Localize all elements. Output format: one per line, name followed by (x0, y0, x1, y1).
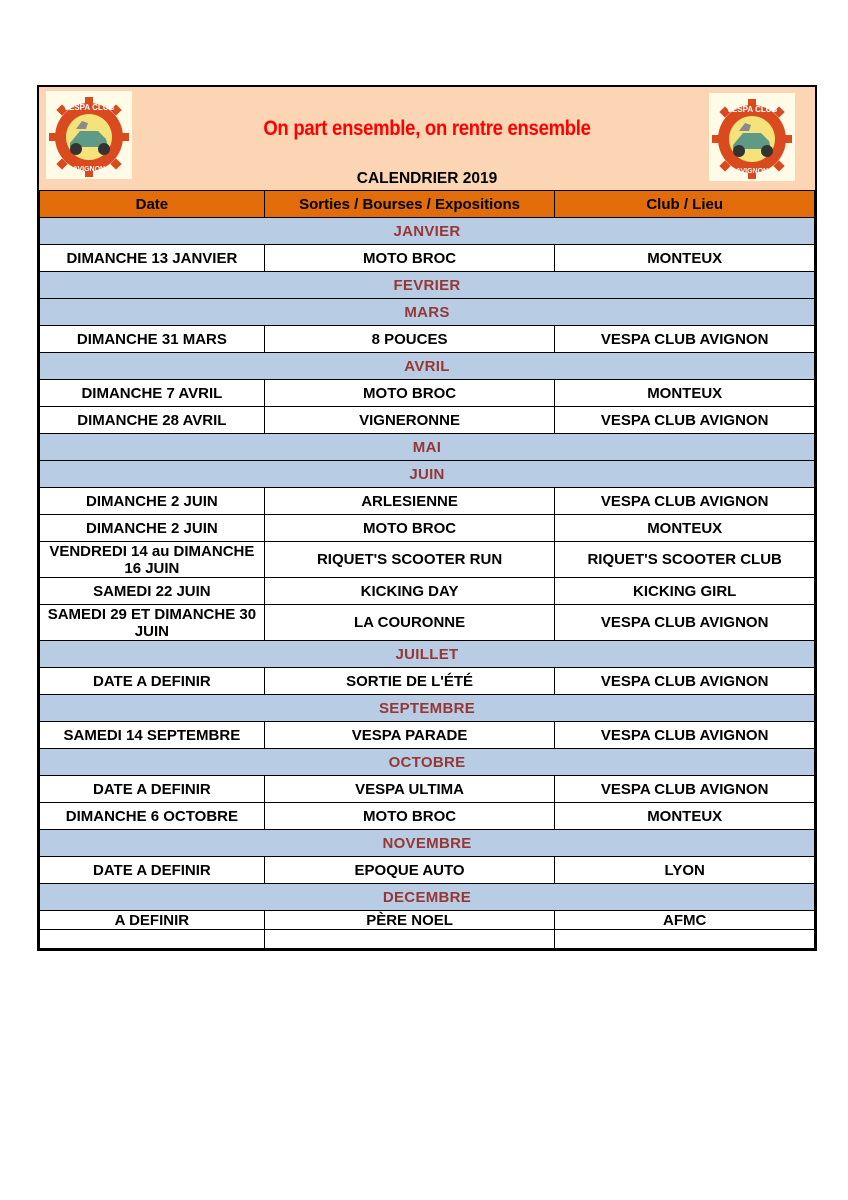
month-label: FEVRIER (40, 272, 815, 299)
month-label: JUILLET (40, 641, 815, 668)
event-row (40, 515, 815, 542)
event-name-cell: SORTIE DE L'ÉTÉ (264, 668, 555, 695)
event-date-cell: SAMEDI 14 SEPTEMBRE (40, 722, 265, 749)
event-name-cell (264, 930, 555, 949)
month-label: DECEMBRE (40, 884, 815, 911)
event-name-cell: VIGNERONNE (264, 407, 555, 434)
event-row (40, 380, 815, 407)
month-label: AVRIL (40, 353, 815, 380)
svg-text:AVIGNON: AVIGNON (72, 166, 106, 173)
event-name-cell: MOTO BROC (264, 515, 555, 542)
event-row (40, 722, 815, 749)
event-place-cell (555, 930, 815, 949)
calendar-header (39, 87, 815, 190)
event-date-cell: DIMANCHE 13 JANVIER (40, 245, 265, 272)
calendar-sheet (37, 85, 817, 951)
svg-text:VESPA CLUB: VESPA CLUB (63, 103, 115, 112)
month-row (40, 884, 815, 911)
event-place-cell: VESPA CLUB AVIGNON (555, 488, 815, 515)
calendar-title: CALENDRIER 2019 (356, 170, 498, 187)
calendar-table (39, 190, 815, 949)
event-row (40, 488, 815, 515)
event-place-cell: MONTEUX (555, 803, 815, 830)
event-date-cell: DATE A DEFINIR (40, 776, 265, 803)
event-date-cell: SAMEDI 22 JUIN (40, 578, 265, 605)
event-row (40, 245, 815, 272)
event-place-cell: VESPA CLUB AVIGNON (555, 326, 815, 353)
event-place-cell: VESPA CLUB AVIGNON (555, 668, 815, 695)
event-date-cell: DIMANCHE 2 JUIN (40, 488, 265, 515)
column-header-place: Club / Lieu (555, 191, 815, 218)
month-row (40, 749, 815, 776)
event-name-cell: VESPA PARADE (264, 722, 555, 749)
column-header-event: Sorties / Bourses / Expositions (264, 191, 555, 218)
event-place-cell: AFMC (555, 911, 815, 930)
event-place-cell: KICKING GIRL (555, 578, 815, 605)
vespa-club-logo-icon (709, 93, 795, 181)
event-name-cell: EPOQUE AUTO (264, 857, 555, 884)
event-place-cell: VESPA CLUB AVIGNON (555, 605, 815, 641)
month-row (40, 434, 815, 461)
month-row (40, 353, 815, 380)
month-row (40, 218, 815, 245)
month-label: OCTOBRE (40, 749, 815, 776)
event-date-cell: DIMANCHE 2 JUIN (40, 515, 265, 542)
event-name-cell: LA COURONNE (264, 605, 555, 641)
event-place-cell: MONTEUX (555, 245, 815, 272)
month-label: MARS (40, 299, 815, 326)
month-label: NOVEMBRE (40, 830, 815, 857)
event-row (40, 668, 815, 695)
event-name-cell: MOTO BROC (264, 803, 555, 830)
event-row (40, 542, 815, 578)
event-row (40, 857, 815, 884)
event-row (40, 803, 815, 830)
month-row (40, 641, 815, 668)
month-label: MAI (40, 434, 815, 461)
event-date-cell: SAMEDI 29 ET DIMANCHE 30 JUIN (40, 605, 265, 641)
event-date-cell (40, 930, 265, 949)
svg-text:VESPA CLUB: VESPA CLUB (726, 105, 778, 114)
event-date-cell: DIMANCHE 31 MARS (40, 326, 265, 353)
month-label: SEPTEMBRE (40, 695, 815, 722)
event-date-cell: VENDREDI 14 au DIMANCHE 16 JUIN (40, 542, 265, 578)
event-place-cell: VESPA CLUB AVIGNON (555, 776, 815, 803)
column-header-row (40, 191, 815, 218)
event-name-cell: PÈRE NOEL (264, 911, 555, 930)
event-place-cell: VESPA CLUB AVIGNON (555, 722, 815, 749)
event-name-cell: RIQUET'S SCOOTER RUN (264, 542, 555, 578)
event-date-cell: DATE A DEFINIR (40, 668, 265, 695)
month-row (40, 830, 815, 857)
month-row (40, 695, 815, 722)
event-place-cell: MONTEUX (555, 380, 815, 407)
event-name-cell: VESPA ULTIMA (264, 776, 555, 803)
month-row (40, 461, 815, 488)
event-date-cell: DATE A DEFINIR (40, 857, 265, 884)
column-header-date: Date (40, 191, 265, 218)
event-name-cell: MOTO BROC (264, 380, 555, 407)
event-name-cell: ARLESIENNE (264, 488, 555, 515)
month-row (40, 272, 815, 299)
event-date-cell: A DEFINIR (40, 911, 265, 930)
event-row (40, 911, 815, 930)
event-row (40, 407, 815, 434)
event-row (40, 776, 815, 803)
event-date-cell: DIMANCHE 7 AVRIL (40, 380, 265, 407)
event-place-cell: LYON (555, 857, 815, 884)
event-name-cell: 8 POUCES (264, 326, 555, 353)
vespa-club-logo-right (709, 93, 795, 181)
month-label: JANVIER (40, 218, 815, 245)
event-place-cell: MONTEUX (555, 515, 815, 542)
event-row (40, 930, 815, 949)
event-date-cell: DIMANCHE 28 AVRIL (40, 407, 265, 434)
month-label: JUIN (40, 461, 815, 488)
event-row (40, 578, 815, 605)
event-row (40, 605, 815, 641)
month-row (40, 299, 815, 326)
event-place-cell: RIQUET'S SCOOTER CLUB (555, 542, 815, 578)
event-row (40, 326, 815, 353)
event-name-cell: MOTO BROC (264, 245, 555, 272)
event-date-cell: DIMANCHE 6 OCTOBRE (40, 803, 265, 830)
event-name-cell: KICKING DAY (264, 578, 555, 605)
slogan: On part ensemble, on rentre ensemble (263, 117, 591, 140)
svg-text:AVIGNON: AVIGNON (735, 168, 769, 175)
event-place-cell: VESPA CLUB AVIGNON (555, 407, 815, 434)
